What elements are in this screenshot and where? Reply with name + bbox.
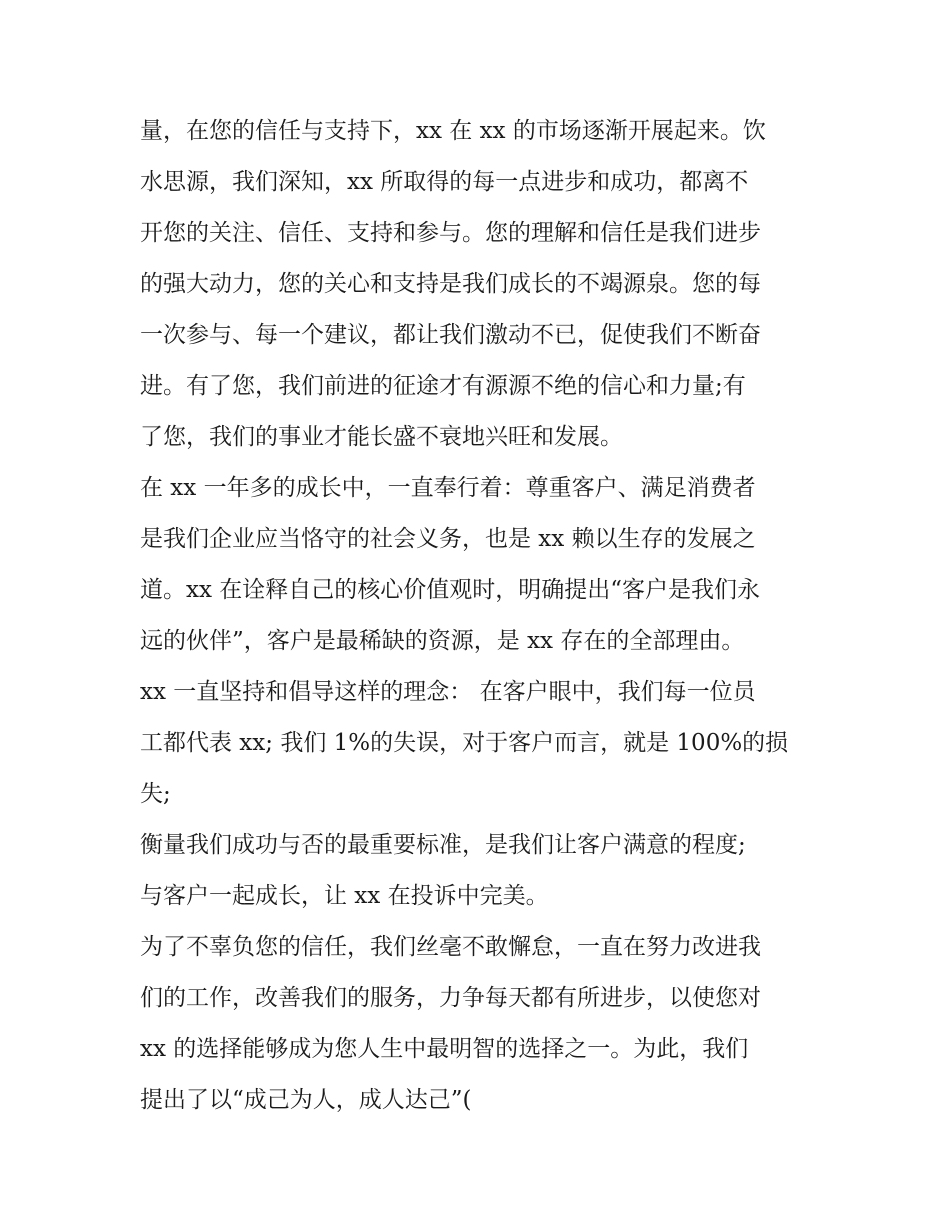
text-line: 一次参与、每一个建议，都让我们激动不已，促使我们不断奋 (140, 322, 761, 348)
text-line: 工都代表 xx; 我们 1%的失误，对于客户而言，就是 100%的损 (140, 730, 789, 756)
text-line: 的强大动力，您的关心和支持是我们成长的不竭源泉。您的每 (140, 271, 761, 297)
text-line: 在 xx 一年多的成长中，一直奉行着：尊重客户、满足消费者 (140, 475, 756, 501)
text-line: xx 的选择能够成为您人生中最明智的选择之一。为此，我们 (140, 1036, 749, 1062)
text-line: 衡量我们成功与否的最重要标准，是我们让客户满意的程度; (140, 832, 746, 858)
text-line: 水思源，我们深知，xx 所取得的每一点进步和成功，都离不 (140, 169, 749, 195)
text-line: 与客户一起成长，让 xx 在投诉中完美。 (140, 883, 549, 909)
text-line: 进。有了您，我们前进的征途才有源源不绝的信心和力量;有 (140, 373, 746, 399)
text-line: xx 一直坚持和倡导这样的理念： 在客户眼中，我们每一位员 (140, 679, 756, 705)
text-line: 为了不辜负您的信任，我们丝毫不敢懈怠，一直在努力改进我 (140, 934, 761, 960)
text-line: 提出了以“成己为人，成人达己”( (140, 1087, 472, 1113)
text-line: 们的工作，改善我们的服务，力争每天都有所进步，以使您对 (140, 985, 761, 1011)
text-line: 是我们企业应当恪守的社会义务，也是 xx 赖以生存的发展之 (140, 526, 756, 552)
text-line: 量，在您的信任与支持下，xx 在 xx 的市场逐渐开展起来。饮 (140, 118, 766, 144)
body-text (140, 106, 820, 1126)
text-line: 了您，我们的事业才能长盛不衰地兴旺和发展。 (140, 424, 623, 450)
text-line: 远的伙伴”，客户是最稀缺的资源，是 xx 存在的全部理由。 (140, 628, 745, 654)
text-line: 开您的关注、信任、支持和参与。您的理解和信任是我们进步 (140, 220, 761, 246)
text-line: 道。xx 在诠释自己的核心价值观时，明确提出“客户是我们永 (140, 577, 761, 603)
text-line: 失; (140, 781, 171, 807)
